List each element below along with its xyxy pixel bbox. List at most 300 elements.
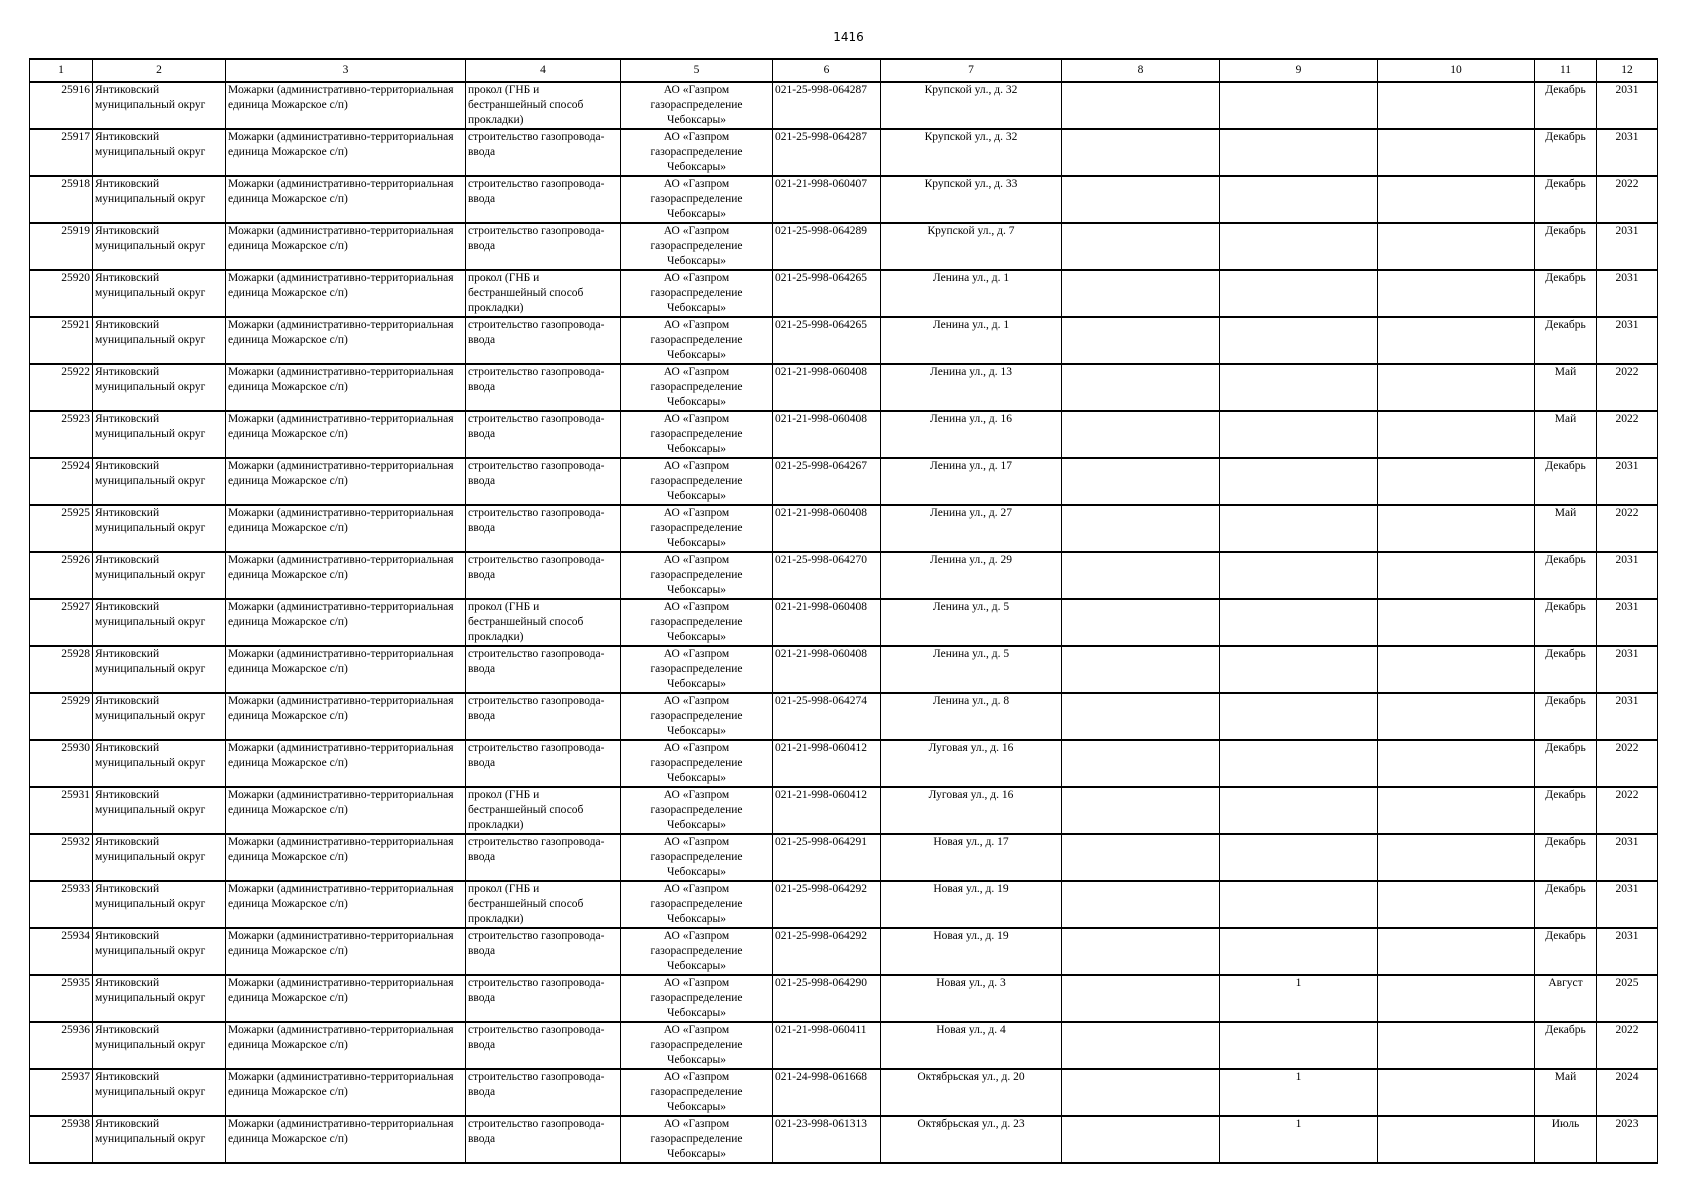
col8-cell [1062,881,1220,928]
address-cell: Луговая ул., д. 16 [881,740,1062,787]
table-row [30,458,1658,505]
address-cell: Луговая ул., д. 16 [881,787,1062,834]
month-cell: Май [1535,411,1597,458]
month-cell: Декабрь [1535,317,1597,364]
locality-cell: Можарки (административно-территориальная единица Можарское с/п) [226,646,466,693]
row-number: 25916 [30,82,93,129]
col8-cell [1062,599,1220,646]
col10-cell [1378,458,1535,505]
row-number: 25926 [30,552,93,599]
address-cell: Ленина ул., д. 8 [881,693,1062,740]
col9-cell [1220,881,1378,928]
year-cell: 2024 [1597,1069,1658,1116]
organization-cell: АО «Газпром газораспределение Чебоксары» [621,552,773,599]
month-cell: Декабрь [1535,787,1597,834]
row-number: 25925 [30,505,93,552]
year-cell: 2022 [1597,411,1658,458]
organization-cell: АО «Газпром газораспределение Чебоксары» [621,834,773,881]
col8-cell [1062,505,1220,552]
month-cell: Декабрь [1535,928,1597,975]
organization-cell: АО «Газпром газораспределение Чебоксары» [621,364,773,411]
district-cell: Янтиковский муниципальный округ [93,740,226,787]
col8-cell [1062,317,1220,364]
object-code-cell: 021-25-998-064290 [773,975,881,1022]
district-cell: Янтиковский муниципальный округ [93,364,226,411]
table-row [30,176,1658,223]
col8-cell [1062,552,1220,599]
col9-cell [1220,458,1378,505]
col9-cell [1220,129,1378,176]
organization-cell: АО «Газпром газораспределение Чебоксары» [621,270,773,317]
table-row [30,1022,1658,1069]
district-cell: Янтиковский муниципальный округ [93,787,226,834]
col8-cell [1062,740,1220,787]
year-cell: 2023 [1597,1116,1658,1163]
organization-cell: АО «Газпром газораспределение Чебоксары» [621,646,773,693]
work-type-cell: прокол (ГНБ и бестраншейный способ прокладки) [466,82,621,129]
col10-cell [1378,129,1535,176]
organization-cell: АО «Газпром газораспределение Чебоксары» [621,82,773,129]
col8-cell [1062,646,1220,693]
col8-cell [1062,129,1220,176]
row-number: 25917 [30,129,93,176]
district-cell: Янтиковский муниципальный округ [93,693,226,740]
object-code-cell: 021-25-998-064265 [773,317,881,364]
row-number: 25921 [30,317,93,364]
col8-cell [1062,928,1220,975]
month-cell: Декабрь [1535,129,1597,176]
object-code-cell: 021-25-998-064287 [773,82,881,129]
work-type-cell: строительство газопровода-ввода [466,411,621,458]
year-cell: 2022 [1597,1022,1658,1069]
work-type-cell: строительство газопровода-ввода [466,364,621,411]
address-cell: Ленина ул., д. 17 [881,458,1062,505]
district-cell: Янтиковский муниципальный округ [93,552,226,599]
locality-cell: Можарки (административно-территориальная единица Можарское с/п) [226,787,466,834]
work-type-cell: строительство газопровода-ввода [466,928,621,975]
col8-cell [1062,458,1220,505]
district-cell: Янтиковский муниципальный округ [93,411,226,458]
object-code-cell: 021-25-998-064289 [773,223,881,270]
object-code-cell: 021-25-998-064292 [773,881,881,928]
row-number: 25931 [30,787,93,834]
month-cell: Декабрь [1535,646,1597,693]
month-cell: Июль [1535,1116,1597,1163]
col10-cell [1378,223,1535,270]
table-row [30,364,1658,411]
year-cell: 2031 [1597,599,1658,646]
table-row [30,693,1658,740]
locality-cell: Можарки (административно-территориальная единица Можарское с/п) [226,364,466,411]
col8-cell [1062,176,1220,223]
month-cell: Май [1535,505,1597,552]
row-number: 25936 [30,1022,93,1069]
work-type-cell: строительство газопровода-ввода [466,740,621,787]
row-number: 25929 [30,693,93,740]
year-cell: 2031 [1597,317,1658,364]
table-row [30,1116,1658,1163]
row-number: 25928 [30,646,93,693]
column-header: 6 [773,59,881,82]
year-cell: 2031 [1597,223,1658,270]
column-header: 5 [621,59,773,82]
work-type-cell: строительство газопровода-ввода [466,1069,621,1116]
object-code-cell: 021-21-998-060408 [773,364,881,411]
col8-cell [1062,693,1220,740]
district-cell: Янтиковский муниципальный округ [93,129,226,176]
col10-cell [1378,1116,1535,1163]
col9-cell [1220,1022,1378,1069]
month-cell: Декабрь [1535,552,1597,599]
locality-cell: Можарки (административно-территориальная единица Можарское с/п) [226,834,466,881]
work-type-cell: строительство газопровода-ввода [466,693,621,740]
table-row [30,317,1658,364]
work-type-cell: строительство газопровода-ввода [466,505,621,552]
row-number: 25918 [30,176,93,223]
organization-cell: АО «Газпром газораспределение Чебоксары» [621,787,773,834]
year-cell: 2031 [1597,129,1658,176]
organization-cell: АО «Газпром газораспределение Чебоксары» [621,411,773,458]
table-row [30,552,1658,599]
table-row [30,599,1658,646]
object-code-cell: 021-21-998-060411 [773,1022,881,1069]
address-cell: Ленина ул., д. 27 [881,505,1062,552]
object-code-cell: 021-24-998-061668 [773,1069,881,1116]
object-code-cell: 021-21-998-060412 [773,787,881,834]
object-code-cell: 021-21-998-060408 [773,599,881,646]
locality-cell: Можарки (административно-территориальная единица Можарское с/п) [226,411,466,458]
organization-cell: АО «Газпром газораспределение Чебоксары» [621,693,773,740]
year-cell: 2022 [1597,364,1658,411]
locality-cell: Можарки (административно-территориальная единица Можарское с/п) [226,552,466,599]
work-type-cell: прокол (ГНБ и бестраншейный способ прокладки) [466,787,621,834]
object-code-cell: 021-21-998-060408 [773,646,881,693]
work-type-cell: прокол (ГНБ и бестраншейный способ прокладки) [466,270,621,317]
column-header: 2 [93,59,226,82]
work-type-cell: строительство газопровода-ввода [466,176,621,223]
row-number: 25924 [30,458,93,505]
work-type-cell: строительство газопровода-ввода [466,552,621,599]
table-row [30,505,1658,552]
col9-cell [1220,411,1378,458]
object-code-cell: 021-25-998-064291 [773,834,881,881]
table-row [30,270,1658,317]
district-cell: Янтиковский муниципальный округ [93,317,226,364]
table-row [30,740,1658,787]
col10-cell [1378,928,1535,975]
district-cell: Янтиковский муниципальный округ [93,458,226,505]
address-cell: Ленина ул., д. 1 [881,317,1062,364]
year-cell: 2031 [1597,693,1658,740]
register-table [29,58,1658,1164]
row-number: 25923 [30,411,93,458]
locality-cell: Можарки (административно-территориальная единица Можарское с/п) [226,505,466,552]
table-row [30,787,1658,834]
district-cell: Янтиковский муниципальный округ [93,1116,226,1163]
col9-cell [1220,505,1378,552]
month-cell: Декабрь [1535,693,1597,740]
district-cell: Янтиковский муниципальный округ [93,270,226,317]
col10-cell [1378,364,1535,411]
locality-cell: Можарки (административно-территориальная единица Можарское с/п) [226,599,466,646]
locality-cell: Можарки (административно-территориальная единица Можарское с/п) [226,693,466,740]
col9-cell [1220,928,1378,975]
table-row [30,411,1658,458]
month-cell: Декабрь [1535,176,1597,223]
address-cell: Октябрьская ул., д. 20 [881,1069,1062,1116]
organization-cell: АО «Газпром газораспределение Чебоксары» [621,1069,773,1116]
organization-cell: АО «Газпром газораспределение Чебоксары» [621,1116,773,1163]
col10-cell [1378,646,1535,693]
month-cell: Декабрь [1535,458,1597,505]
col10-cell [1378,505,1535,552]
district-cell: Янтиковский муниципальный округ [93,176,226,223]
object-code-cell: 021-25-998-064270 [773,552,881,599]
object-code-cell: 021-25-998-064292 [773,928,881,975]
row-number: 25919 [30,223,93,270]
work-type-cell: строительство газопровода-ввода [466,223,621,270]
col10-cell [1378,693,1535,740]
month-cell: Декабрь [1535,270,1597,317]
year-cell: 2031 [1597,928,1658,975]
col9-cell [1220,646,1378,693]
col10-cell [1378,834,1535,881]
year-cell: 2031 [1597,270,1658,317]
month-cell: Декабрь [1535,82,1597,129]
organization-cell: АО «Газпром газораспределение Чебоксары» [621,928,773,975]
address-cell: Крупской ул., д. 7 [881,223,1062,270]
address-cell: Ленина ул., д. 16 [881,411,1062,458]
year-cell: 2031 [1597,834,1658,881]
col10-cell [1378,1022,1535,1069]
col9-cell [1220,270,1378,317]
work-type-cell: прокол (ГНБ и бестраншейный способ прокладки) [466,599,621,646]
object-code-cell: 021-25-998-064287 [773,129,881,176]
row-number: 25930 [30,740,93,787]
column-header: 4 [466,59,621,82]
month-cell: Август [1535,975,1597,1022]
table-row [30,1069,1658,1116]
work-type-cell: строительство газопровода-ввода [466,1022,621,1069]
work-type-cell: строительство газопровода-ввода [466,129,621,176]
year-cell: 2022 [1597,176,1658,223]
district-cell: Янтиковский муниципальный округ [93,646,226,693]
column-header: 10 [1378,59,1535,82]
col10-cell [1378,881,1535,928]
table-row [30,223,1658,270]
work-type-cell: строительство газопровода-ввода [466,646,621,693]
col9-cell [1220,552,1378,599]
locality-cell: Можарки (административно-территориальная единица Можарское с/п) [226,1116,466,1163]
row-number: 25937 [30,1069,93,1116]
district-cell: Янтиковский муниципальный округ [93,223,226,270]
col10-cell [1378,787,1535,834]
address-cell: Новая ул., д. 19 [881,928,1062,975]
organization-cell: АО «Газпром газораспределение Чебоксары» [621,129,773,176]
object-code-cell: 021-21-998-060408 [773,411,881,458]
object-code-cell: 021-25-998-064274 [773,693,881,740]
address-cell: Ленина ул., д. 29 [881,552,1062,599]
address-cell: Ленина ул., д. 13 [881,364,1062,411]
address-cell: Крупской ул., д. 32 [881,82,1062,129]
year-cell: 2031 [1597,881,1658,928]
table-row [30,129,1658,176]
row-number: 25933 [30,881,93,928]
col10-cell [1378,975,1535,1022]
col8-cell [1062,834,1220,881]
year-cell: 2022 [1597,740,1658,787]
month-cell: Декабрь [1535,834,1597,881]
col10-cell [1378,552,1535,599]
district-cell: Янтиковский муниципальный округ [93,975,226,1022]
col9-cell [1220,693,1378,740]
address-cell: Крупской ул., д. 32 [881,129,1062,176]
work-type-cell: строительство газопровода-ввода [466,975,621,1022]
locality-cell: Можарки (административно-территориальная единица Можарское с/п) [226,881,466,928]
col9-cell [1220,82,1378,129]
object-code-cell: 021-23-998-061313 [773,1116,881,1163]
district-cell: Янтиковский муниципальный округ [93,599,226,646]
table-row [30,881,1658,928]
table-row [30,928,1658,975]
month-cell: Декабрь [1535,599,1597,646]
row-number: 25935 [30,975,93,1022]
column-header: 9 [1220,59,1378,82]
organization-cell: АО «Газпром газораспределение Чебоксары» [621,505,773,552]
row-number: 25920 [30,270,93,317]
district-cell: Янтиковский муниципальный округ [93,82,226,129]
row-number: 25934 [30,928,93,975]
col8-cell [1062,270,1220,317]
col9-cell [1220,317,1378,364]
address-cell: Новая ул., д. 3 [881,975,1062,1022]
address-cell: Новая ул., д. 19 [881,881,1062,928]
year-cell: 2031 [1597,82,1658,129]
address-cell: Ленина ул., д. 5 [881,599,1062,646]
col10-cell [1378,1069,1535,1116]
row-number: 25932 [30,834,93,881]
month-cell: Декабрь [1535,881,1597,928]
column-header: 11 [1535,59,1597,82]
locality-cell: Можарки (административно-территориальная единица Можарское с/п) [226,1069,466,1116]
table-row [30,834,1658,881]
work-type-cell: строительство газопровода-ввода [466,317,621,364]
district-cell: Янтиковский муниципальный округ [93,881,226,928]
col9-cell [1220,599,1378,646]
organization-cell: АО «Газпром газораспределение Чебоксары» [621,1022,773,1069]
address-cell: Новая ул., д. 4 [881,1022,1062,1069]
year-cell: 2022 [1597,505,1658,552]
object-code-cell: 021-21-998-060408 [773,505,881,552]
organization-cell: АО «Газпром газораспределение Чебоксары» [621,599,773,646]
month-cell: Декабрь [1535,1022,1597,1069]
locality-cell: Можарки (административно-территориальная единица Можарское с/п) [226,223,466,270]
col8-cell [1062,82,1220,129]
work-type-cell: строительство газопровода-ввода [466,834,621,881]
district-cell: Янтиковский муниципальный округ [93,834,226,881]
organization-cell: АО «Газпром газораспределение Чебоксары» [621,317,773,364]
month-cell: Декабрь [1535,740,1597,787]
col9-cell [1220,740,1378,787]
work-type-cell: строительство газопровода-ввода [466,458,621,505]
object-code-cell: 021-25-998-064267 [773,458,881,505]
address-cell: Октябрьская ул., д. 23 [881,1116,1062,1163]
col9-cell [1220,834,1378,881]
object-code-cell: 021-25-998-064265 [773,270,881,317]
col10-cell [1378,599,1535,646]
col10-cell [1378,270,1535,317]
locality-cell: Можарки (административно-территориальная единица Можарское с/п) [226,458,466,505]
district-cell: Янтиковский муниципальный округ [93,1022,226,1069]
col8-cell [1062,1022,1220,1069]
object-code-cell: 021-21-998-060407 [773,176,881,223]
locality-cell: Можарки (административно-территориальная единица Можарское с/п) [226,129,466,176]
col10-cell [1378,317,1535,364]
row-number: 25922 [30,364,93,411]
column-header: 7 [881,59,1062,82]
district-cell: Янтиковский муниципальный округ [93,1069,226,1116]
locality-cell: Можарки (административно-территориальная единица Можарское с/п) [226,317,466,364]
month-cell: Май [1535,364,1597,411]
organization-cell: АО «Газпром газораспределение Чебоксары» [621,975,773,1022]
locality-cell: Можарки (административно-территориальная единица Можарское с/п) [226,270,466,317]
column-header: 12 [1597,59,1658,82]
locality-cell: Можарки (административно-территориальная единица Можарское с/п) [226,82,466,129]
locality-cell: Можарки (административно-территориальная единица Можарское с/п) [226,975,466,1022]
locality-cell: Можарки (административно-территориальная единица Можарское с/п) [226,740,466,787]
col9-cell [1220,787,1378,834]
column-header: 8 [1062,59,1220,82]
col10-cell [1378,740,1535,787]
table-body [30,82,1658,1163]
col9-cell [1220,364,1378,411]
table-row [30,975,1658,1022]
locality-cell: Можарки (административно-территориальная единица Можарское с/п) [226,1022,466,1069]
col8-cell [1062,223,1220,270]
address-cell: Крупской ул., д. 33 [881,176,1062,223]
district-cell: Янтиковский муниципальный округ [93,928,226,975]
col10-cell [1378,411,1535,458]
row-number: 25938 [30,1116,93,1163]
col9-cell: 1 [1220,1116,1378,1163]
organization-cell: АО «Газпром газораспределение Чебоксары» [621,223,773,270]
year-cell: 2031 [1597,552,1658,599]
col8-cell [1062,975,1220,1022]
locality-cell: Можарки (административно-территориальная единица Можарское с/п) [226,928,466,975]
col10-cell [1378,82,1535,129]
col8-cell [1062,1116,1220,1163]
year-cell: 2031 [1597,458,1658,505]
district-cell: Янтиковский муниципальный округ [93,505,226,552]
year-cell: 2031 [1597,646,1658,693]
year-cell: 2025 [1597,975,1658,1022]
month-cell: Декабрь [1535,223,1597,270]
col8-cell [1062,411,1220,458]
table-row [30,646,1658,693]
organization-cell: АО «Газпром газораспределение Чебоксары» [621,740,773,787]
column-header: 1 [30,59,93,82]
col8-cell [1062,364,1220,411]
col9-cell: 1 [1220,975,1378,1022]
month-cell: Май [1535,1069,1597,1116]
page-number: 1416 [833,30,864,44]
col8-cell [1062,787,1220,834]
work-type-cell: строительство газопровода-ввода [466,1116,621,1163]
table-row [30,82,1658,129]
organization-cell: АО «Газпром газораспределение Чебоксары» [621,881,773,928]
address-cell: Ленина ул., д. 5 [881,646,1062,693]
col9-cell: 1 [1220,1069,1378,1116]
